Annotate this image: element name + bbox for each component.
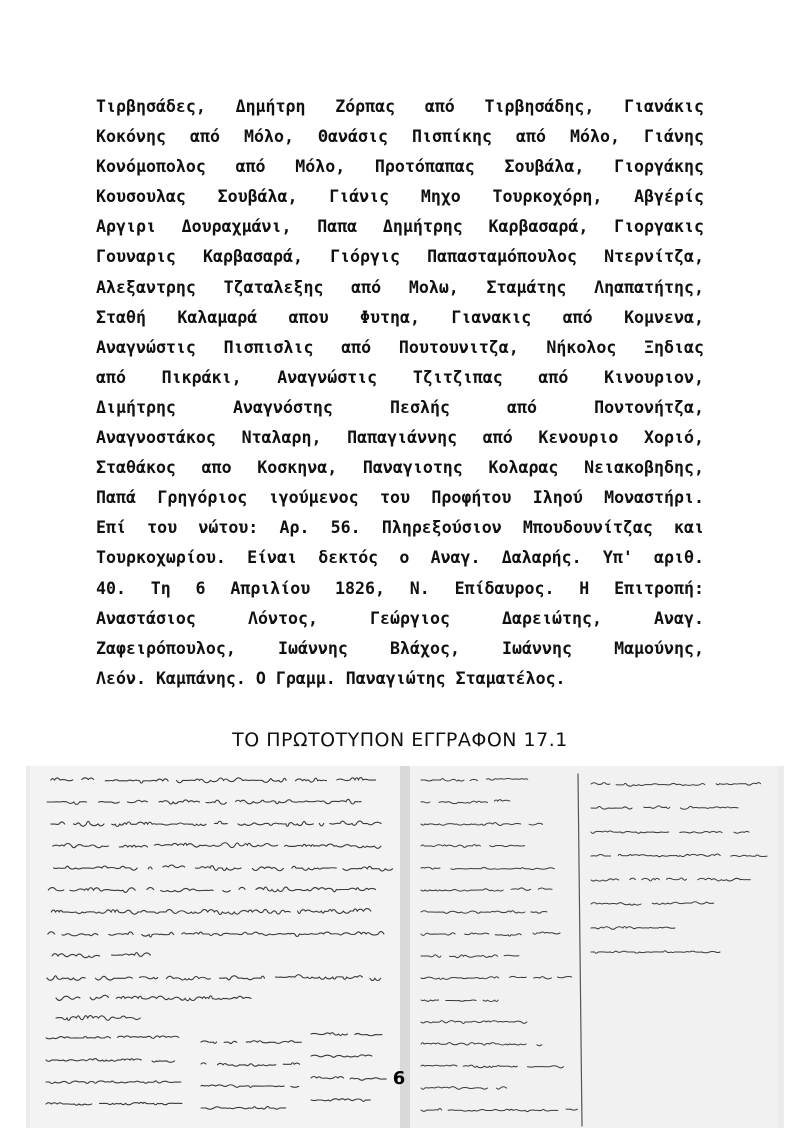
paragraph-line: Σταθή Καλαμαρά απου Φυτηα, Γιανακις από Κομνενα,: [96, 307, 704, 327]
paragraph-line: Κουσουλας Σουβάλα, Γιάνις Μηχο Τουρκοχόρη, Αβγέρίς: [96, 187, 704, 207]
body-paragraph: [96, 92, 704, 694]
image-caption: ΤΟ ΠΡΩΤΟΤΥΠΟΝ ΕΓΓΡΑΦΟΝ 17.1: [232, 729, 568, 751]
paragraph-line: Λεόν. Καμπάνης. Ο Γραμμ. Παναγιώτης Σταματέλος.: [96, 668, 566, 688]
paragraph-line: Αναστάσιος Λόντος, Γεώργιος Δαρειώτης, Αναγ.: [96, 608, 704, 628]
paragraph-line: Επί του νώτου: Αρ. 56. Πληρεξούσιον Μπουδουνίτζας και: [96, 518, 704, 538]
paragraph-line: Ζαφειρόπουλος, Ιωάννης Βλάχος, Ιωάννης Μαμούνης,: [96, 638, 704, 658]
paragraph-line: Αλεξαντρης Τζαταλεξης από Μολω, Σταμάτης Ληαπατήτης,: [96, 277, 704, 297]
paragraph-line: Αναγνοστάκος Νταλαρη, Παπαγιάννης από Κενουριο Χοριό,: [96, 428, 704, 448]
paragraph-line: Αργιρι Δουραχμάνι, Παπα Δημήτρης Καρβασαρά, Γιοργακις: [96, 217, 704, 237]
paragraph-line: Διμήτρης Αναγνόστης Πεσλής από Ποντονήτζα,: [96, 397, 704, 417]
paragraph-line: 40. Τη 6 Απριλίου 1826, Ν. Επίδαυρος. Η Επιτροπή:: [96, 578, 704, 598]
page-number: 6: [392, 1068, 406, 1089]
paragraph-line: Κονόμοπολος από Μόλο, Προτόπαπας Σουβάλα, Γιοργάκης: [96, 157, 704, 177]
paragraph-line: Παπά Γρηγόριος ιγούμενος του Προφήτου Ιληού Μοναστήρι.: [96, 488, 704, 508]
paragraph-line: Σταθάκος απο Κοσκηνα, Παναγιοτης Κολαρας Νειακοβηδης,: [96, 458, 704, 478]
paragraph-line: Τουρκοχωρίου. Είναι δεκτός ο Αναγ. Δαλαρής. Υπ' αριθ.: [96, 548, 704, 568]
paragraph-line: Γουναρις Καρβασαρά, Γιόργις Παπασταμόπουλος Ντερνίτζα,: [96, 247, 704, 267]
paragraph-line: Αναγνώστις Πισπισλις από Πουτουνιτζα, Νήκολος Ξηδιας: [96, 337, 704, 357]
paragraph-line: Κοκόνης από Μόλο, Θανάσις Πισπίκης από Μόλο, Γιάνης: [96, 127, 704, 147]
paragraph-line: από Πικράκι, Αναγνώστις Τζιτζιπας από Κινουριον,: [96, 367, 704, 387]
paragraph-line: Τιρβησάδες, Δημήτρη Ζόρπας από Τιρβησάδης, Γιανάκις: [96, 97, 704, 116]
